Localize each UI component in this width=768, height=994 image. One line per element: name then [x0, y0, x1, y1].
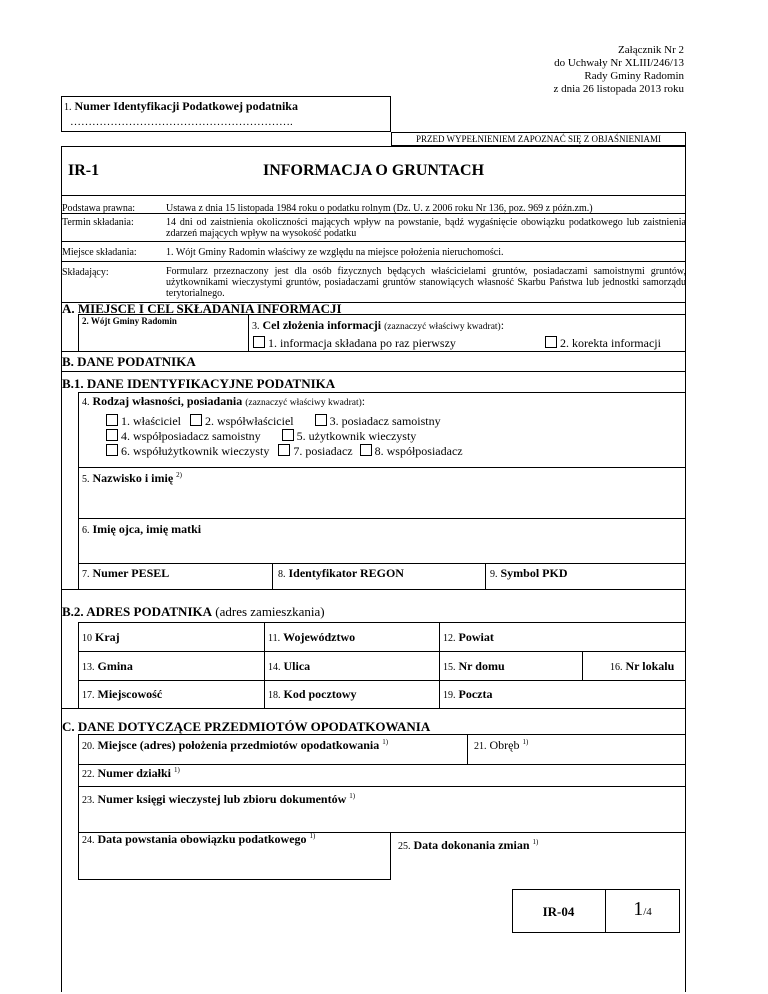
section-b2-title: B.2. ADRES PODATNIKA (adres zamieszkania) — [62, 604, 325, 619]
field-7-label[interactable]: 7. Numer PESEL — [82, 566, 170, 580]
addr-house-number[interactable]: 15. Nr domu — [443, 659, 505, 673]
divider — [78, 764, 686, 765]
divider — [61, 261, 686, 262]
notice: PRZED WYPEŁNIENIEM ZAPOZNAĆ SIĘ Z OBJAŚNIENIAMI — [391, 132, 686, 146]
divider — [61, 213, 686, 214]
field-6-label[interactable]: 6. Imię ojca, imię matki — [82, 522, 202, 536]
addr-province[interactable]: 11. Województwo — [268, 630, 356, 644]
page-number: 1/4 — [633, 898, 652, 920]
own-option[interactable]: 4. współposiadacz samoistny — [106, 429, 261, 443]
divider — [61, 146, 686, 147]
row-label: Termin składania: — [62, 217, 134, 228]
option-first[interactable]: 1. informacja składana po raz pierwszy — [253, 336, 456, 351]
divider — [78, 680, 686, 681]
header-line: do Uchwały Nr XLIII/246/13 — [554, 57, 684, 69]
divider — [467, 734, 468, 764]
divider — [61, 351, 686, 352]
divider — [78, 392, 686, 393]
nip-label: 1. Numer Identyfikacji Podatkowej podatnika — [64, 99, 298, 113]
divider — [78, 518, 686, 519]
option-correction[interactable]: 2. korekta informacji — [545, 336, 661, 351]
header-annex — [554, 44, 684, 96]
addr-county[interactable]: 12. Powiat — [443, 630, 494, 644]
divider — [78, 734, 686, 735]
divider — [264, 622, 265, 708]
field-3-label: 3. Cel złożenia informacji (zaznaczyć właściwy kwadrat): — [252, 318, 505, 332]
divider — [78, 734, 79, 832]
addr-apartment-number[interactable]: 16. Nr lokalu — [610, 659, 675, 673]
checkbox[interactable] — [106, 444, 118, 456]
addr-post-office[interactable]: 19. Poczta — [443, 687, 493, 701]
row-label: Składający: — [62, 267, 109, 278]
checkbox[interactable] — [278, 444, 290, 456]
checkbox[interactable] — [315, 414, 327, 426]
addr-city[interactable]: 17. Miejscowość — [82, 687, 163, 701]
field-8-label[interactable]: 8. Identyfikator REGON — [278, 566, 404, 580]
divider — [61, 371, 686, 372]
divider — [485, 563, 486, 589]
divider — [78, 314, 686, 315]
row-text: 14 dni od zaistnienia okoliczności mających wpływ na powstanie, bądź wygaśnięcie obowiązku podatkowego lub zaistnienia zdarzeń mających wpływ na wysokość podatku — [166, 217, 686, 239]
own-option[interactable]: 7. posiadacz — [278, 444, 352, 458]
addr-country[interactable]: 10 Kraj — [82, 630, 120, 644]
divider — [78, 467, 686, 468]
footer-code: IR-04 — [542, 904, 575, 919]
section-c-title: C. DANE DOTYCZĄCE PRZEDMIOTÓW OPODATKOWANIA — [62, 719, 431, 734]
ownership-options — [106, 414, 463, 459]
divider — [272, 563, 273, 589]
field-23-label[interactable]: 23. Numer księgi wieczystej lub zbioru dokumentów $^{1)}$ — [82, 792, 356, 806]
divider — [78, 622, 686, 623]
field-24-label[interactable]: 24. Data powstania obowiązku podatkowego $^{1)}$ — [82, 832, 316, 846]
own-option[interactable]: 3. posiadacz samoistny — [315, 414, 441, 428]
header-line: Rady Gminy Radomin — [584, 70, 684, 82]
divider — [78, 651, 686, 652]
own-option[interactable]: 1. właściciel — [106, 414, 181, 428]
row-text: Ustawa z dnia 15 listopada 1984 roku o podatku rolnym (Dz. U. z 2006 roku Nr 136, poz. 969 z późn.zm.) — [166, 203, 593, 214]
divider — [61, 589, 686, 590]
checkbox[interactable] — [106, 414, 118, 426]
divider — [78, 563, 686, 564]
addr-postal-code[interactable]: 18. Kod pocztowy — [268, 687, 357, 701]
row-text: Formularz przeznaczony jest dla osób fizycznych będących właścicielami gruntów, posiadaczami samoistnymi gruntów, użytkownikami wieczystymi gruntów, posiadaczami gruntów stanowiących własność Skarbu Państwa lub jednostki samorządu terytorialnego. — [166, 266, 686, 299]
divider — [439, 622, 440, 708]
own-option[interactable]: 5. użytkownik wieczysty — [282, 429, 417, 443]
field-9-label[interactable]: 9. Symbol PKD — [490, 566, 568, 580]
divider — [248, 314, 249, 351]
divider — [78, 786, 686, 787]
checkbox[interactable] — [282, 429, 294, 441]
checkbox[interactable] — [545, 336, 557, 348]
header-line: Załącznik Nr 2 — [618, 44, 684, 56]
section-b1-title: B.1. DANE IDENTYFIKACYJNE PODATNIKA — [62, 376, 336, 391]
divider — [61, 708, 686, 709]
divider — [78, 314, 79, 351]
header-line: z dnia 26 listopada 2013 roku — [553, 83, 684, 95]
checkbox[interactable] — [253, 336, 265, 348]
section-a-title: A. MIEJSCE I CEL SKŁADANIA INFORMACJI — [62, 301, 342, 316]
divider — [61, 195, 686, 196]
row-text: 1. Wójt Gminy Radomin właściwy ze względu na miejsce położenia nieruchomości. — [166, 247, 504, 258]
divider — [582, 651, 583, 680]
divider — [78, 622, 79, 708]
nip-input[interactable]: ……………………………………………………. — [70, 116, 293, 128]
field-4-label: 4. Rodzaj własności, posiadania (zaznaczyć właściwy kwadrat): — [82, 394, 366, 408]
divider — [78, 392, 79, 589]
row-label: Podstawa prawna: — [62, 203, 136, 214]
section-b-title: B. DANE PODATNIKA — [62, 354, 196, 369]
row-label: Miejsce składania: — [62, 247, 137, 258]
own-option[interactable]: 8. współposiadacz — [360, 444, 463, 458]
divider — [61, 241, 686, 242]
field-20-label[interactable]: 20. Miejsce (adres) położenia przedmiotów opodatkowania $^{1)}$ — [82, 738, 389, 752]
checkbox[interactable] — [190, 414, 202, 426]
field-21-label[interactable]: 21. Obręb $^{1)}$ — [474, 738, 529, 752]
addr-commune[interactable]: 13. Gmina — [82, 659, 133, 673]
form-title: INFORMACJA O GRUNTACH — [262, 162, 485, 179]
field-5-label[interactable]: 5. Nazwisko i imię $^{2)}$ — [82, 471, 183, 485]
own-option[interactable]: 2. współwłaściciel — [190, 414, 294, 428]
own-option[interactable]: 6. współużytkownik wieczysty — [106, 444, 269, 458]
addr-street[interactable]: 14. Ulica — [268, 659, 311, 673]
checkbox[interactable] — [360, 444, 372, 456]
form-code: IR-1 — [68, 162, 100, 179]
checkbox[interactable] — [106, 429, 118, 441]
field-2-label: 2. Wójt Gminy Radomin — [82, 316, 177, 326]
field-25-label[interactable]: 25. Data dokonania zmian $^{1)}$ — [398, 838, 539, 852]
field-22-label[interactable]: 22. Numer działki $^{1)}$ — [82, 766, 180, 780]
